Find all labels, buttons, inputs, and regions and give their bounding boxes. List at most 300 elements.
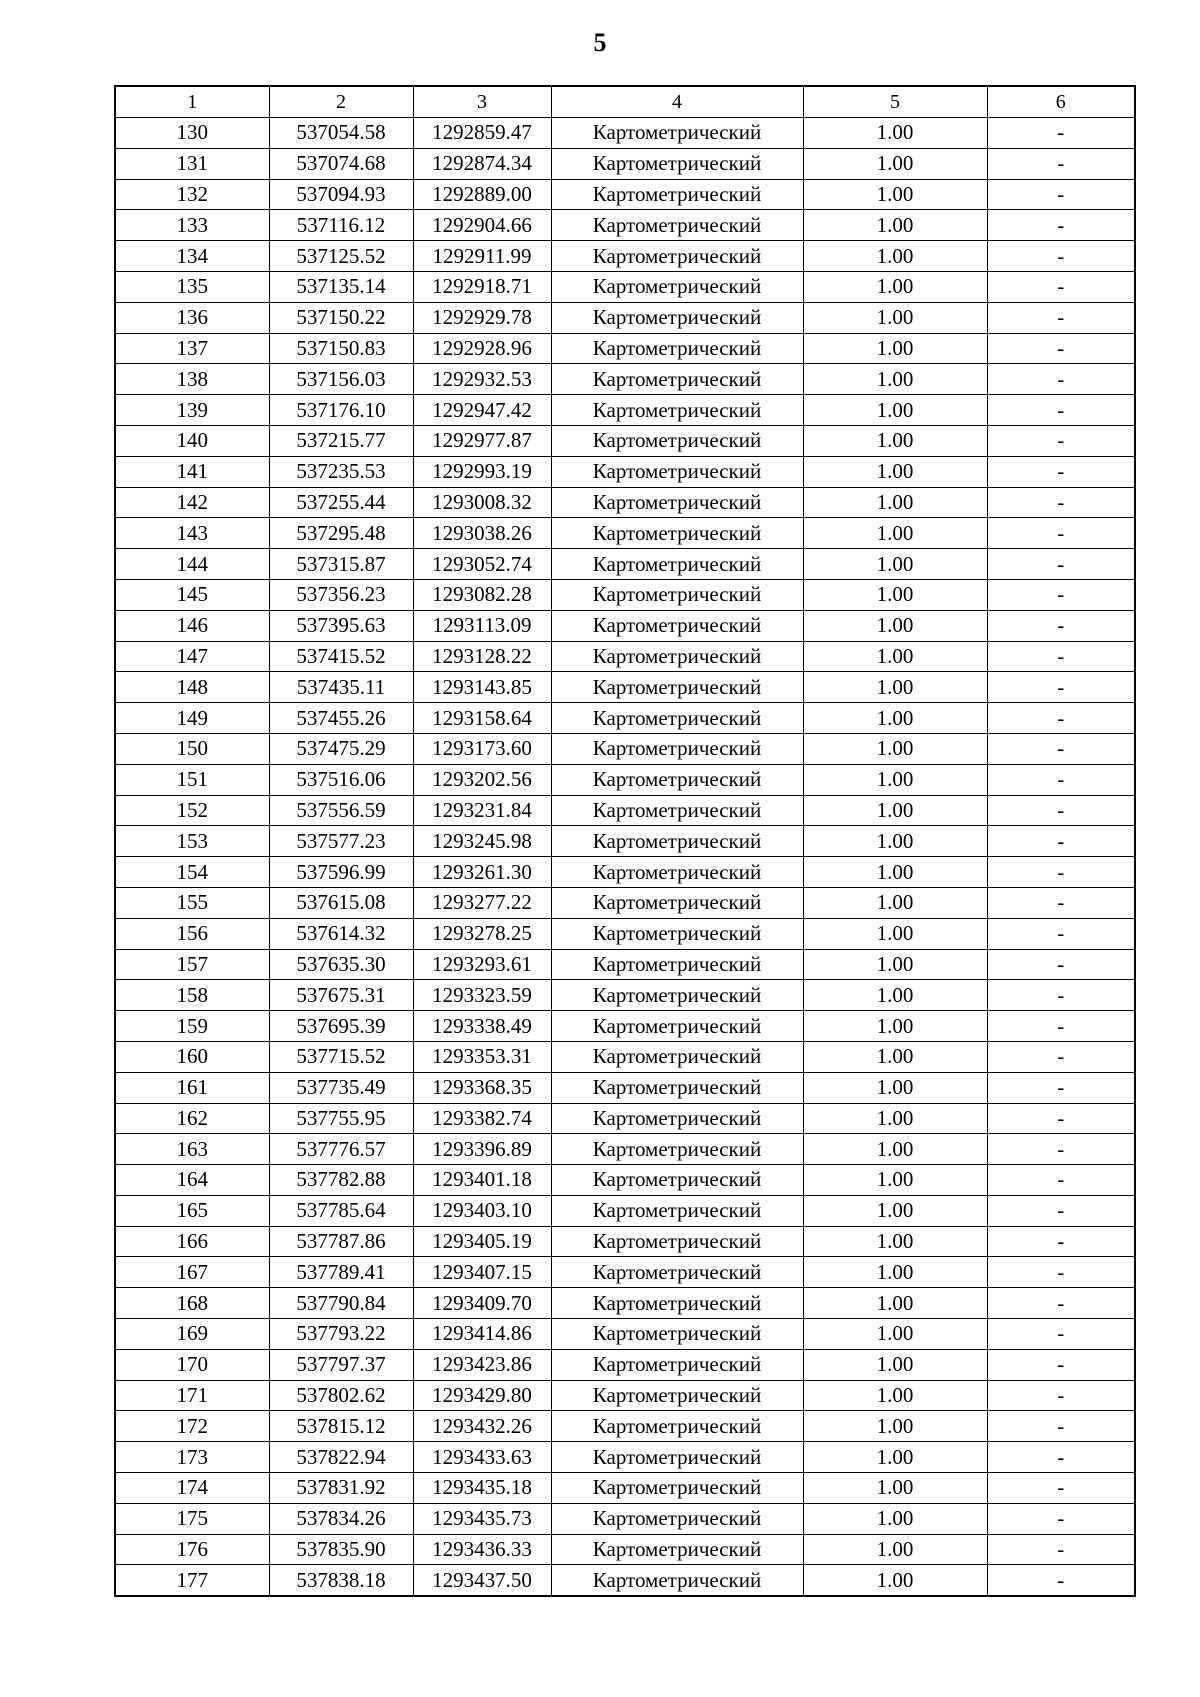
method-cell: Картометрический (551, 1103, 803, 1134)
y-coordinate-cell: 1293432.26 (413, 1411, 551, 1442)
x-coordinate-cell: 537815.12 (269, 1411, 413, 1442)
x-coordinate-cell: 537787.86 (269, 1226, 413, 1257)
method-cell: Картометрический (551, 456, 803, 487)
method-cell: Картометрический (551, 1288, 803, 1319)
method-cell: Картометрический (551, 1319, 803, 1350)
method-cell: Картометрический (551, 333, 803, 364)
description-cell: - (987, 641, 1135, 672)
table-row (115, 1165, 1135, 1196)
accuracy-cell: 1.00 (803, 1288, 987, 1319)
table-row (115, 887, 1135, 918)
x-coordinate-cell: 537395.63 (269, 610, 413, 641)
x-coordinate-cell: 537614.32 (269, 918, 413, 949)
y-coordinate-cell: 1292929.78 (413, 302, 551, 333)
accuracy-cell: 1.00 (803, 1349, 987, 1380)
table-row (115, 1195, 1135, 1226)
table-row (115, 1473, 1135, 1504)
method-cell: Картометрический (551, 579, 803, 610)
point-number-cell: 176 (115, 1534, 269, 1565)
x-coordinate-cell: 537635.30 (269, 949, 413, 980)
y-coordinate-cell: 1292859.47 (413, 118, 551, 149)
y-coordinate-cell: 1293128.22 (413, 641, 551, 672)
point-number-cell: 173 (115, 1442, 269, 1473)
table-row (115, 179, 1135, 210)
x-coordinate-cell: 537135.14 (269, 271, 413, 302)
description-cell: - (987, 1165, 1135, 1196)
method-cell: Картометрический (551, 148, 803, 179)
description-cell: - (987, 1534, 1135, 1565)
x-coordinate-cell: 537735.49 (269, 1072, 413, 1103)
table-row (115, 302, 1135, 333)
description-cell: - (987, 579, 1135, 610)
x-coordinate-cell: 537255.44 (269, 487, 413, 518)
accuracy-cell: 1.00 (803, 795, 987, 826)
description-cell: - (987, 364, 1135, 395)
table-row (115, 579, 1135, 610)
accuracy-cell: 1.00 (803, 1319, 987, 1350)
accuracy-cell: 1.00 (803, 487, 987, 518)
method-cell: Картометрический (551, 672, 803, 703)
table-row (115, 1380, 1135, 1411)
table-row (115, 1072, 1135, 1103)
table-row (115, 795, 1135, 826)
description-cell: - (987, 1565, 1135, 1596)
point-number-cell: 135 (115, 271, 269, 302)
method-cell: Картометрический (551, 1041, 803, 1072)
column-header: 4 (551, 86, 803, 118)
point-number-cell: 158 (115, 980, 269, 1011)
point-number-cell: 163 (115, 1134, 269, 1165)
description-cell: - (987, 887, 1135, 918)
point-number-cell: 168 (115, 1288, 269, 1319)
method-cell: Картометрический (551, 795, 803, 826)
description-cell: - (987, 241, 1135, 272)
table-row (115, 949, 1135, 980)
column-header: 5 (803, 86, 987, 118)
description-cell: - (987, 1319, 1135, 1350)
table-row (115, 425, 1135, 456)
y-coordinate-cell: 1293261.30 (413, 857, 551, 888)
accuracy-cell: 1.00 (803, 395, 987, 426)
description-cell: - (987, 1411, 1135, 1442)
point-number-cell: 132 (115, 179, 269, 210)
accuracy-cell: 1.00 (803, 641, 987, 672)
point-number-cell: 148 (115, 672, 269, 703)
method-cell: Картометрический (551, 1503, 803, 1534)
x-coordinate-cell: 537789.41 (269, 1257, 413, 1288)
point-number-cell: 130 (115, 118, 269, 149)
table-row (115, 1503, 1135, 1534)
y-coordinate-cell: 1293231.84 (413, 795, 551, 826)
method-cell: Картометрический (551, 1442, 803, 1473)
y-coordinate-cell: 1293278.25 (413, 918, 551, 949)
description-cell: - (987, 703, 1135, 734)
x-coordinate-cell: 537156.03 (269, 364, 413, 395)
y-coordinate-cell: 1293202.56 (413, 764, 551, 795)
y-coordinate-cell: 1293293.61 (413, 949, 551, 980)
description-cell: - (987, 764, 1135, 795)
description-cell: - (987, 1134, 1135, 1165)
point-number-cell: 150 (115, 733, 269, 764)
x-coordinate-cell: 537435.11 (269, 672, 413, 703)
x-coordinate-cell: 537675.31 (269, 980, 413, 1011)
x-coordinate-cell: 537615.08 (269, 887, 413, 918)
description-cell: - (987, 1257, 1135, 1288)
table-row (115, 395, 1135, 426)
method-cell: Картометрический (551, 887, 803, 918)
y-coordinate-cell: 1293143.85 (413, 672, 551, 703)
description-cell: - (987, 456, 1135, 487)
method-cell: Картометрический (551, 425, 803, 456)
point-number-cell: 160 (115, 1041, 269, 1072)
point-number-cell: 167 (115, 1257, 269, 1288)
accuracy-cell: 1.00 (803, 1195, 987, 1226)
method-cell: Картометрический (551, 1165, 803, 1196)
y-coordinate-cell: 1293038.26 (413, 518, 551, 549)
method-cell: Картометрический (551, 118, 803, 149)
y-coordinate-cell: 1293368.35 (413, 1072, 551, 1103)
method-cell: Картометрический (551, 1411, 803, 1442)
method-cell: Картометрический (551, 703, 803, 734)
x-coordinate-cell: 537094.93 (269, 179, 413, 210)
method-cell: Картометрический (551, 641, 803, 672)
method-cell: Картометрический (551, 1072, 803, 1103)
description-cell: - (987, 302, 1135, 333)
x-coordinate-cell: 537356.23 (269, 579, 413, 610)
accuracy-cell: 1.00 (803, 980, 987, 1011)
description-cell: - (987, 1226, 1135, 1257)
x-coordinate-cell: 537176.10 (269, 395, 413, 426)
x-coordinate-cell: 537838.18 (269, 1565, 413, 1596)
x-coordinate-cell: 537797.37 (269, 1349, 413, 1380)
table-row (115, 1534, 1135, 1565)
accuracy-cell: 1.00 (803, 857, 987, 888)
x-coordinate-cell: 537054.58 (269, 118, 413, 149)
description-cell: - (987, 1103, 1135, 1134)
x-coordinate-cell: 537556.59 (269, 795, 413, 826)
y-coordinate-cell: 1293277.22 (413, 887, 551, 918)
point-number-cell: 175 (115, 1503, 269, 1534)
point-number-cell: 146 (115, 610, 269, 641)
point-number-cell: 172 (115, 1411, 269, 1442)
point-number-cell: 131 (115, 148, 269, 179)
method-cell: Картометрический (551, 980, 803, 1011)
header-row (115, 86, 1135, 118)
y-coordinate-cell: 1293437.50 (413, 1565, 551, 1596)
table-row (115, 610, 1135, 641)
page-number: 5 (593, 28, 607, 57)
accuracy-cell: 1.00 (803, 364, 987, 395)
y-coordinate-cell: 1293082.28 (413, 579, 551, 610)
method-cell: Картометрический (551, 949, 803, 980)
description-cell: - (987, 118, 1135, 149)
point-number-cell: 154 (115, 857, 269, 888)
method-cell: Картометрический (551, 518, 803, 549)
table-row (115, 703, 1135, 734)
method-cell: Картометрический (551, 1134, 803, 1165)
x-coordinate-cell: 537835.90 (269, 1534, 413, 1565)
y-coordinate-cell: 1292932.53 (413, 364, 551, 395)
y-coordinate-cell: 1292947.42 (413, 395, 551, 426)
table-row (115, 857, 1135, 888)
description-cell: - (987, 1349, 1135, 1380)
accuracy-cell: 1.00 (803, 579, 987, 610)
description-cell: - (987, 1473, 1135, 1504)
column-header: 1 (115, 86, 269, 118)
point-number-cell: 147 (115, 641, 269, 672)
table-row (115, 333, 1135, 364)
description-cell: - (987, 1072, 1135, 1103)
x-coordinate-cell: 537831.92 (269, 1473, 413, 1504)
method-cell: Картометрический (551, 241, 803, 272)
point-number-cell: 164 (115, 1165, 269, 1196)
x-coordinate-cell: 537150.83 (269, 333, 413, 364)
x-coordinate-cell: 537516.06 (269, 764, 413, 795)
accuracy-cell: 1.00 (803, 672, 987, 703)
y-coordinate-cell: 1293407.15 (413, 1257, 551, 1288)
method-cell: Картометрический (551, 733, 803, 764)
point-number-cell: 138 (115, 364, 269, 395)
point-number-cell: 134 (115, 241, 269, 272)
table-row (115, 148, 1135, 179)
x-coordinate-cell: 537215.77 (269, 425, 413, 456)
point-number-cell: 141 (115, 456, 269, 487)
point-number-cell: 143 (115, 518, 269, 549)
method-cell: Картометрический (551, 302, 803, 333)
table-row (115, 1349, 1135, 1380)
y-coordinate-cell: 1293353.31 (413, 1041, 551, 1072)
table-header (115, 86, 1135, 118)
description-cell: - (987, 826, 1135, 857)
x-coordinate-cell: 537802.62 (269, 1380, 413, 1411)
method-cell: Картометрический (551, 179, 803, 210)
x-coordinate-cell: 537415.52 (269, 641, 413, 672)
y-coordinate-cell: 1293435.18 (413, 1473, 551, 1504)
method-cell: Картометрический (551, 826, 803, 857)
accuracy-cell: 1.00 (803, 210, 987, 241)
description-cell: - (987, 1195, 1135, 1226)
accuracy-cell: 1.00 (803, 918, 987, 949)
table-row (115, 733, 1135, 764)
x-coordinate-cell: 537125.52 (269, 241, 413, 272)
table-row (115, 1103, 1135, 1134)
column-header: 2 (269, 86, 413, 118)
x-coordinate-cell: 537577.23 (269, 826, 413, 857)
table-row (115, 1134, 1135, 1165)
accuracy-cell: 1.00 (803, 271, 987, 302)
point-number-cell: 139 (115, 395, 269, 426)
column-header: 3 (413, 86, 551, 118)
method-cell: Картометрический (551, 1226, 803, 1257)
accuracy-cell: 1.00 (803, 1072, 987, 1103)
description-cell: - (987, 672, 1135, 703)
y-coordinate-cell: 1292928.96 (413, 333, 551, 364)
point-number-cell: 169 (115, 1319, 269, 1350)
table-row (115, 118, 1135, 149)
description-cell: - (987, 425, 1135, 456)
x-coordinate-cell: 537715.52 (269, 1041, 413, 1072)
x-coordinate-cell: 537596.99 (269, 857, 413, 888)
accuracy-cell: 1.00 (803, 1534, 987, 1565)
y-coordinate-cell: 1293008.32 (413, 487, 551, 518)
point-number-cell: 170 (115, 1349, 269, 1380)
accuracy-cell: 1.00 (803, 733, 987, 764)
accuracy-cell: 1.00 (803, 764, 987, 795)
description-cell: - (987, 1011, 1135, 1042)
point-number-cell: 166 (115, 1226, 269, 1257)
point-number-cell: 159 (115, 1011, 269, 1042)
description-cell: - (987, 733, 1135, 764)
method-cell: Картометрический (551, 857, 803, 888)
table-row (115, 364, 1135, 395)
point-number-cell: 162 (115, 1103, 269, 1134)
method-cell: Картометрический (551, 1565, 803, 1596)
accuracy-cell: 1.00 (803, 887, 987, 918)
method-cell: Картометрический (551, 210, 803, 241)
y-coordinate-cell: 1293396.89 (413, 1134, 551, 1165)
point-number-cell: 177 (115, 1565, 269, 1596)
description-cell: - (987, 610, 1135, 641)
accuracy-cell: 1.00 (803, 518, 987, 549)
point-number-cell: 142 (115, 487, 269, 518)
x-coordinate-cell: 537074.68 (269, 148, 413, 179)
method-cell: Картометрический (551, 1534, 803, 1565)
table-row (115, 1226, 1135, 1257)
table-row (115, 980, 1135, 1011)
description-cell: - (987, 980, 1135, 1011)
y-coordinate-cell: 1293423.86 (413, 1349, 551, 1380)
table-row (115, 1257, 1135, 1288)
description-cell: - (987, 179, 1135, 210)
method-cell: Картометрический (551, 918, 803, 949)
accuracy-cell: 1.00 (803, 1226, 987, 1257)
y-coordinate-cell: 1293113.09 (413, 610, 551, 641)
y-coordinate-cell: 1293245.98 (413, 826, 551, 857)
description-cell: - (987, 1041, 1135, 1072)
y-coordinate-cell: 1292993.19 (413, 456, 551, 487)
x-coordinate-cell: 537822.94 (269, 1442, 413, 1473)
y-coordinate-cell: 1292918.71 (413, 271, 551, 302)
point-number-cell: 136 (115, 302, 269, 333)
y-coordinate-cell: 1293158.64 (413, 703, 551, 734)
y-coordinate-cell: 1293405.19 (413, 1226, 551, 1257)
point-number-cell: 140 (115, 425, 269, 456)
column-header: 6 (987, 86, 1135, 118)
x-coordinate-cell: 537782.88 (269, 1165, 413, 1196)
y-coordinate-cell: 1292904.66 (413, 210, 551, 241)
method-cell: Картометрический (551, 549, 803, 580)
accuracy-cell: 1.00 (803, 1473, 987, 1504)
accuracy-cell: 1.00 (803, 1103, 987, 1134)
method-cell: Картометрический (551, 1195, 803, 1226)
method-cell: Картометрический (551, 271, 803, 302)
table-row (115, 1011, 1135, 1042)
accuracy-cell: 1.00 (803, 425, 987, 456)
y-coordinate-cell: 1293323.59 (413, 980, 551, 1011)
x-coordinate-cell: 537235.53 (269, 456, 413, 487)
y-coordinate-cell: 1293052.74 (413, 549, 551, 580)
y-coordinate-cell: 1293433.63 (413, 1442, 551, 1473)
description-cell: - (987, 1442, 1135, 1473)
y-coordinate-cell: 1293409.70 (413, 1288, 551, 1319)
point-number-cell: 149 (115, 703, 269, 734)
y-coordinate-cell: 1293435.73 (413, 1503, 551, 1534)
table-row (115, 549, 1135, 580)
y-coordinate-cell: 1293382.74 (413, 1103, 551, 1134)
description-cell: - (987, 210, 1135, 241)
table-row (115, 672, 1135, 703)
table-row (115, 1411, 1135, 1442)
accuracy-cell: 1.00 (803, 1565, 987, 1596)
y-coordinate-cell: 1292977.87 (413, 425, 551, 456)
table-row (115, 1288, 1135, 1319)
method-cell: Картометрический (551, 1257, 803, 1288)
method-cell: Картометрический (551, 1011, 803, 1042)
table-row (115, 1565, 1135, 1596)
x-coordinate-cell: 537475.29 (269, 733, 413, 764)
x-coordinate-cell: 537785.64 (269, 1195, 413, 1226)
x-coordinate-cell: 537295.48 (269, 518, 413, 549)
accuracy-cell: 1.00 (803, 1041, 987, 1072)
point-number-cell: 165 (115, 1195, 269, 1226)
y-coordinate-cell: 1293173.60 (413, 733, 551, 764)
table-row (115, 641, 1135, 672)
accuracy-cell: 1.00 (803, 241, 987, 272)
accuracy-cell: 1.00 (803, 1257, 987, 1288)
point-number-cell: 137 (115, 333, 269, 364)
accuracy-cell: 1.00 (803, 1011, 987, 1042)
point-number-cell: 153 (115, 826, 269, 857)
table-row (115, 1319, 1135, 1350)
x-coordinate-cell: 537834.26 (269, 1503, 413, 1534)
description-cell: - (987, 271, 1135, 302)
description-cell: - (987, 518, 1135, 549)
point-number-cell: 133 (115, 210, 269, 241)
table-row (115, 826, 1135, 857)
method-cell: Картометрический (551, 1380, 803, 1411)
description-cell: - (987, 857, 1135, 888)
x-coordinate-cell: 537116.12 (269, 210, 413, 241)
description-cell: - (987, 333, 1135, 364)
x-coordinate-cell: 537315.87 (269, 549, 413, 580)
coordinates-table (114, 85, 1136, 1597)
accuracy-cell: 1.00 (803, 610, 987, 641)
description-cell: - (987, 795, 1135, 826)
y-coordinate-cell: 1292911.99 (413, 241, 551, 272)
x-coordinate-cell: 537793.22 (269, 1319, 413, 1350)
point-number-cell: 161 (115, 1072, 269, 1103)
point-number-cell: 174 (115, 1473, 269, 1504)
method-cell: Картометрический (551, 610, 803, 641)
method-cell: Картометрический (551, 1473, 803, 1504)
x-coordinate-cell: 537150.22 (269, 302, 413, 333)
description-cell: - (987, 487, 1135, 518)
description-cell: - (987, 549, 1135, 580)
accuracy-cell: 1.00 (803, 1503, 987, 1534)
point-number-cell: 171 (115, 1380, 269, 1411)
point-number-cell: 145 (115, 579, 269, 610)
description-cell: - (987, 949, 1135, 980)
accuracy-cell: 1.00 (803, 456, 987, 487)
description-cell: - (987, 395, 1135, 426)
description-cell: - (987, 1380, 1135, 1411)
table-row (115, 487, 1135, 518)
accuracy-cell: 1.00 (803, 549, 987, 580)
description-cell: - (987, 1503, 1135, 1534)
accuracy-cell: 1.00 (803, 333, 987, 364)
y-coordinate-cell: 1293338.49 (413, 1011, 551, 1042)
table-row (115, 764, 1135, 795)
